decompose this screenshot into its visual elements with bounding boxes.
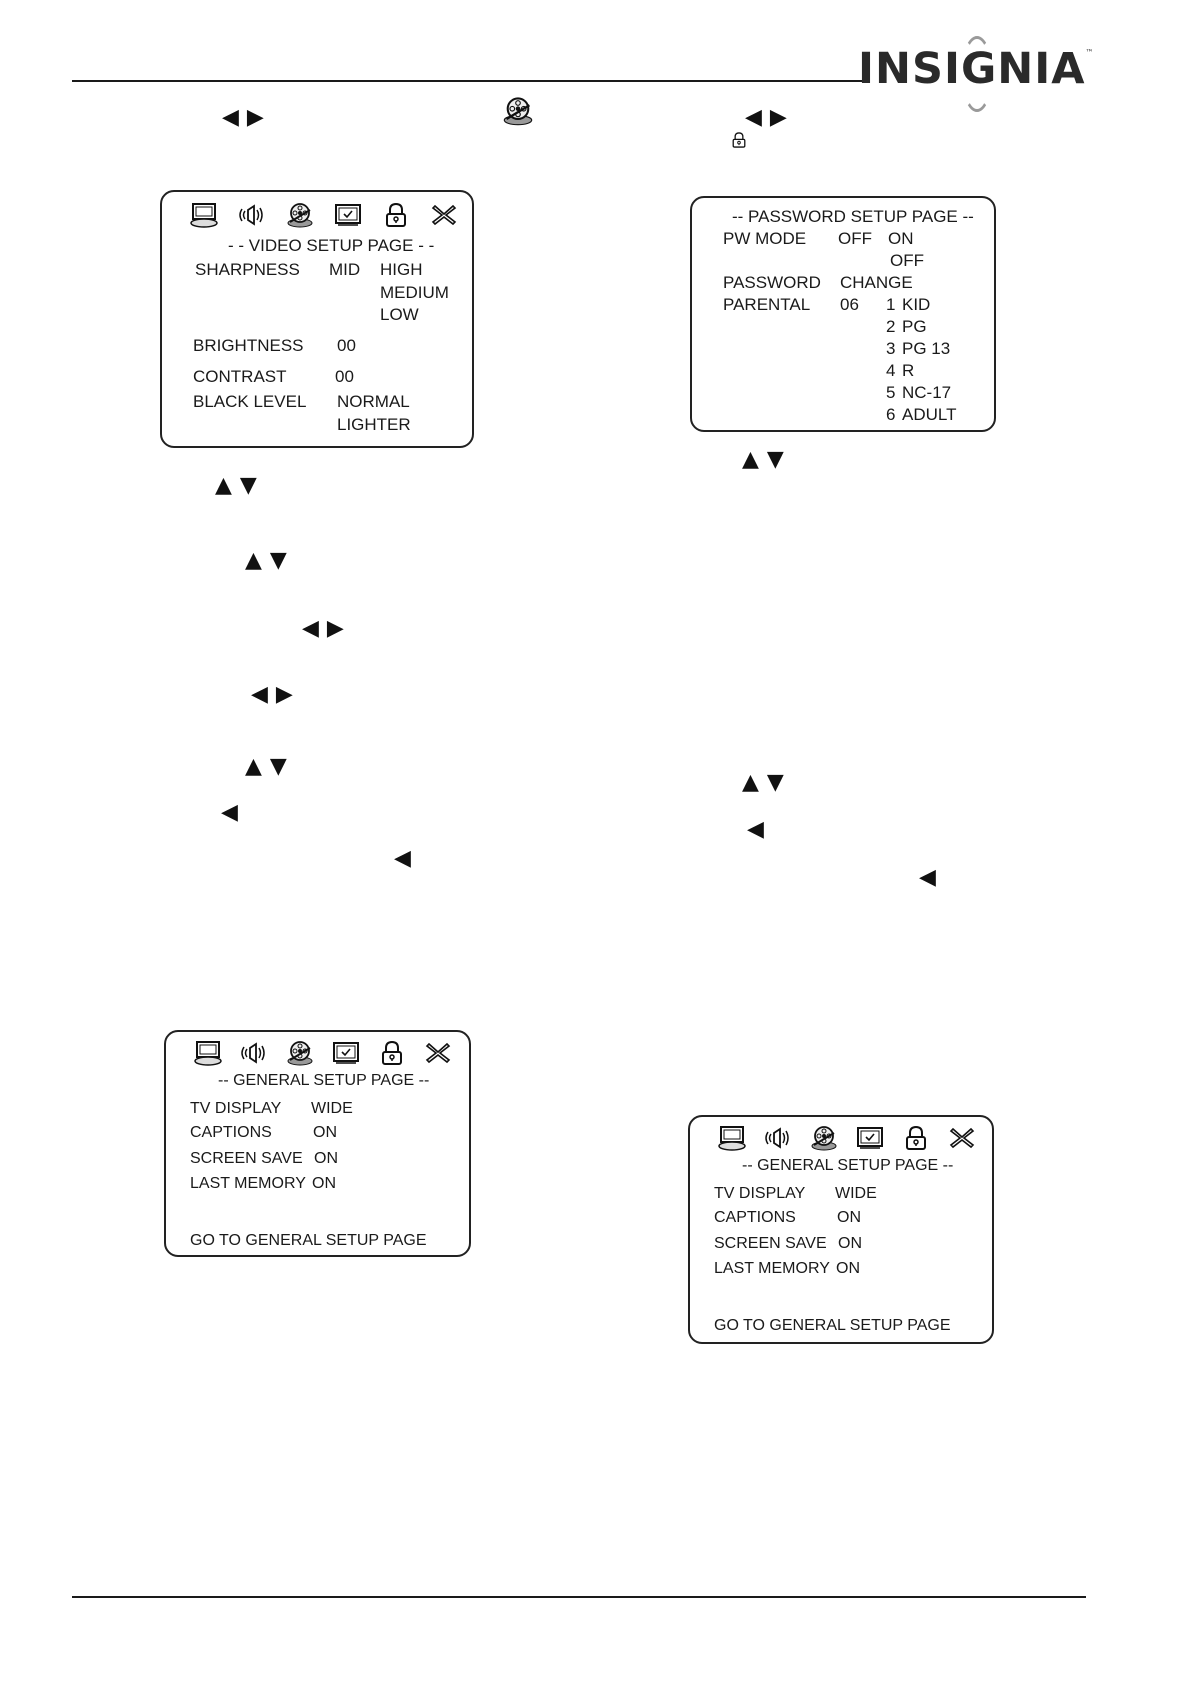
general-setup-osd-left [164, 1030, 471, 1257]
exit-x-icon[interactable] [948, 1125, 976, 1151]
exit-x-icon[interactable] [424, 1040, 452, 1066]
last-memory-value: ON [312, 1175, 336, 1192]
lock-password-icon [730, 131, 748, 149]
parental-level-nc17[interactable]: NC-17 [902, 383, 952, 402]
sharpness-option-low[interactable]: LOW [380, 305, 419, 324]
osd-footer: GO TO GENERAL SETUP PAGE [190, 1232, 427, 1249]
video-setup-osd [160, 190, 474, 448]
screen-save-label[interactable]: SCREEN SAVE [714, 1235, 827, 1252]
tv-general-icon[interactable] [190, 202, 218, 228]
up-down-arrows [742, 772, 784, 794]
parental-level-kid[interactable]: KID [902, 295, 931, 314]
osd-title: -- GENERAL SETUP PAGE -- [742, 1157, 954, 1174]
up-down-arrows [215, 475, 257, 497]
right-arrow-icon: ▶ [326, 616, 344, 641]
captions-value: ON [837, 1209, 861, 1226]
black-level-option-lighter[interactable]: LIGHTER [337, 415, 411, 434]
left-arrow-icon: ◀ [747, 817, 764, 842]
brightness-label[interactable]: BRIGHTNESS [193, 336, 304, 355]
screen-save-label[interactable]: SCREEN SAVE [190, 1150, 303, 1167]
tv-general-icon[interactable] [194, 1040, 222, 1066]
tv-display-value: WIDE [835, 1185, 877, 1202]
parental-level-num: 2 [886, 317, 896, 336]
parental-level-num: 6 [886, 405, 896, 424]
tv-display-label[interactable]: TV DISPLAY [190, 1100, 282, 1117]
left-arrow-icon: ◀ [394, 846, 411, 871]
tv-check-preference-icon[interactable] [332, 1040, 360, 1066]
up-arrow-icon: ▲ [215, 473, 232, 498]
exit-x-icon[interactable] [430, 202, 458, 228]
parental-level-pg13[interactable]: PG 13 [902, 339, 951, 358]
pw-mode-option-off[interactable]: OFF [890, 251, 924, 270]
film-reel-video-icon [502, 96, 534, 126]
left-arrow-icon: ◀ [919, 865, 936, 890]
film-reel-video-icon[interactable] [286, 202, 314, 228]
brand-name: INSIGNIA [858, 44, 1086, 94]
sharpness-value: MID [329, 260, 361, 279]
screen-save-value: ON [838, 1235, 862, 1252]
left-arrow-icon: ◀ [251, 682, 268, 707]
parental-level-num: 4 [886, 361, 896, 380]
parental-label[interactable]: PARENTAL [723, 295, 811, 314]
up-arrow-icon: ▲ [742, 770, 759, 795]
osd-title: -- PASSWORD SETUP PAGE -- [732, 207, 974, 226]
password-change[interactable]: CHANGE [840, 273, 913, 292]
speaker-audio-icon[interactable] [764, 1125, 792, 1151]
film-reel-video-icon[interactable] [286, 1040, 314, 1066]
parental-level-num: 1 [886, 295, 896, 314]
sharpness-option-medium[interactable]: MEDIUM [380, 283, 449, 302]
down-arrow-icon: ▼ [239, 473, 257, 498]
left-right-arrows [745, 107, 787, 129]
password-label[interactable]: PASSWORD [723, 273, 821, 292]
lock-password-icon[interactable] [378, 1040, 406, 1066]
tv-check-preference-icon[interactable] [856, 1125, 884, 1151]
down-arrow-icon: ▼ [269, 754, 287, 779]
up-arrow-icon: ▲ [245, 548, 262, 573]
down-arrow-icon: ▼ [766, 447, 784, 472]
up-arrow-icon: ▲ [742, 447, 759, 472]
up-down-arrows [742, 449, 784, 471]
osd-icon-row [190, 202, 458, 228]
pw-mode-label[interactable]: PW MODE [723, 229, 807, 248]
down-arrow-icon: ▼ [766, 770, 784, 795]
black-level-option-normal[interactable]: NORMAL [337, 392, 410, 411]
film-reel-video-icon[interactable] [810, 1125, 838, 1151]
pw-mode-option-on[interactable]: ON [888, 229, 914, 248]
parental-level-adult[interactable]: ADULT [902, 405, 957, 424]
last-memory-value: ON [836, 1260, 860, 1277]
parental-level-pg[interactable]: PG [902, 317, 927, 336]
left-right-arrows [222, 107, 264, 129]
tv-general-icon[interactable] [718, 1125, 746, 1151]
contrast-label[interactable]: CONTRAST [193, 367, 287, 386]
screen-save-value: ON [314, 1150, 338, 1167]
tv-check-preference-icon[interactable] [334, 202, 362, 228]
captions-value: ON [313, 1124, 337, 1141]
contrast-value: 00 [335, 367, 354, 386]
osd-title: - - VIDEO SETUP PAGE - - [228, 236, 435, 255]
brand-tm: ™ [1085, 48, 1095, 57]
brand-logo [858, 44, 1095, 94]
up-down-arrows [245, 550, 287, 572]
down-arrow-icon: ▼ [269, 548, 287, 573]
header-rule [72, 80, 862, 82]
parental-level-r[interactable]: R [902, 361, 915, 380]
up-arrow-icon: ▲ [245, 754, 262, 779]
left-arrow-icon: ◀ [745, 105, 762, 130]
sharpness-option-high[interactable]: HIGH [380, 260, 423, 279]
left-arrow-icon: ◀ [302, 616, 319, 641]
last-memory-label[interactable]: LAST MEMORY [190, 1175, 306, 1192]
tv-display-value: WIDE [311, 1100, 353, 1117]
parental-level-num: 5 [886, 383, 896, 402]
left-right-arrows [302, 618, 344, 640]
captions-label[interactable]: CAPTIONS [190, 1124, 272, 1141]
up-down-arrows [245, 756, 287, 778]
general-setup-osd-right [688, 1115, 994, 1344]
speaker-audio-icon[interactable] [238, 202, 266, 228]
pw-mode-value: OFF [838, 229, 872, 248]
right-arrow-icon: ▶ [246, 105, 264, 130]
left-arrow-icon: ◀ [221, 800, 238, 825]
speaker-audio-icon[interactable] [240, 1040, 268, 1066]
osd-icon-row [194, 1040, 452, 1066]
osd-footer: GO TO GENERAL SETUP PAGE [714, 1317, 951, 1334]
password-setup-osd [690, 196, 996, 432]
lock-password-icon[interactable] [902, 1125, 930, 1151]
right-arrow-icon: ▶ [275, 682, 293, 707]
osd-icon-row [718, 1125, 976, 1151]
black-level-label[interactable]: BLACK LEVEL [193, 392, 307, 411]
sharpness-label[interactable]: SHARPNESS [195, 260, 300, 279]
parental-level-num: 3 [886, 339, 896, 358]
left-arrow-icon: ◀ [222, 105, 239, 130]
lock-password-icon[interactable] [382, 202, 410, 228]
right-arrow-icon: ▶ [769, 105, 787, 130]
last-memory-label[interactable]: LAST MEMORY [714, 1260, 830, 1277]
brightness-value: 00 [337, 336, 356, 355]
left-right-arrows [251, 684, 293, 706]
osd-title: -- GENERAL SETUP PAGE -- [218, 1072, 430, 1089]
parental-value: 06 [840, 295, 859, 314]
footer-rule [72, 1596, 1086, 1598]
tv-display-label[interactable]: TV DISPLAY [714, 1185, 806, 1202]
captions-label[interactable]: CAPTIONS [714, 1209, 796, 1226]
